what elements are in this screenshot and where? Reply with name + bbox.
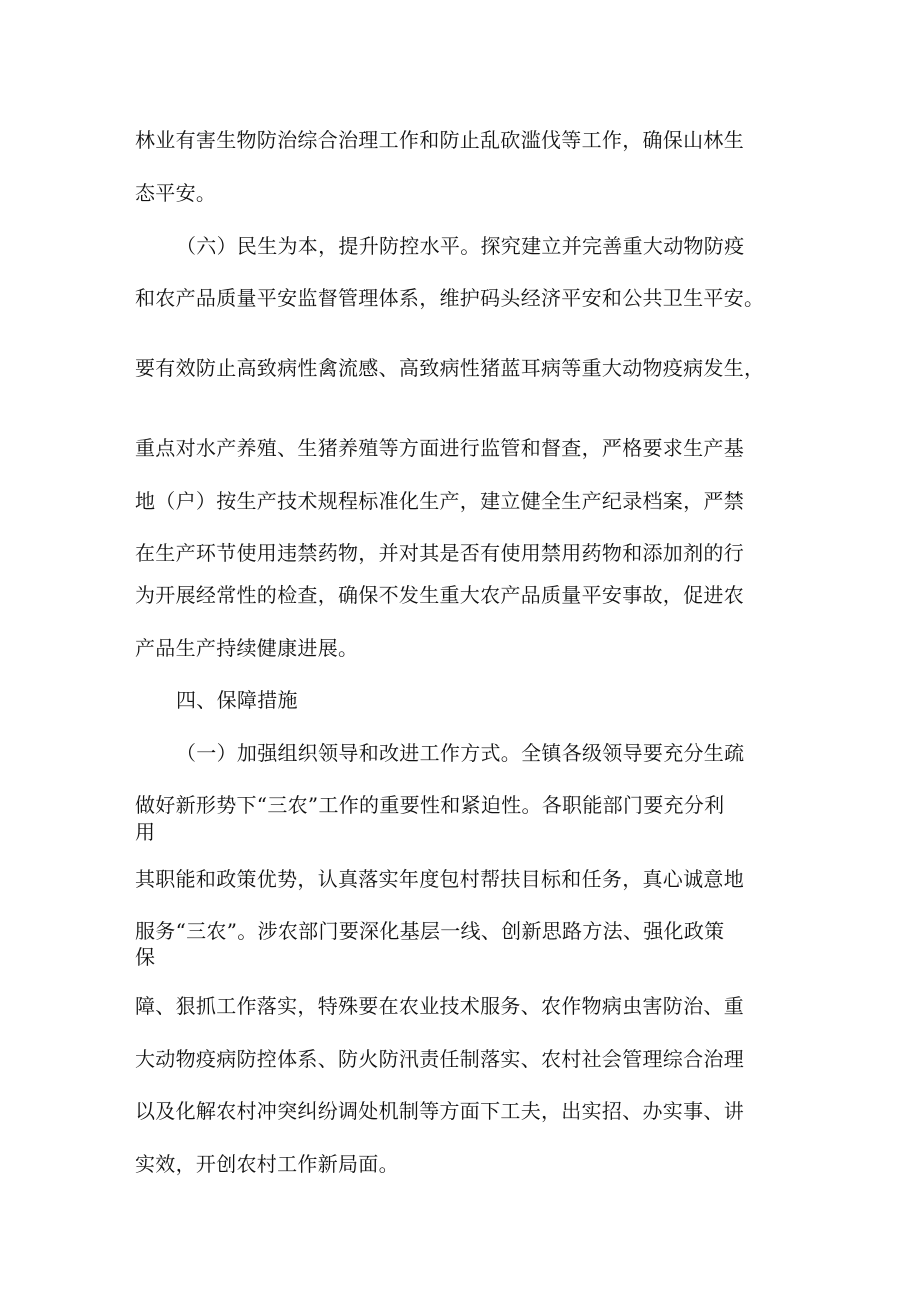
paragraph-line: 实效，开创农村工作新局面。 xyxy=(135,1152,399,1176)
paragraph-line: 保 xyxy=(135,945,156,969)
paragraph-line: 产品生产持续健康进展。 xyxy=(135,636,359,660)
paragraph-line: 态平安。 xyxy=(135,181,217,205)
section-heading: 四、保障措施 xyxy=(176,688,298,712)
paragraph-line: 服务“三农”。涉农部门要深化基层一线、创新思路方法、强化政策 xyxy=(135,919,725,943)
paragraph-line: 地（户）按生产技术规程标准化生产，建立健全生产纪录档案，严禁 xyxy=(135,489,744,513)
paragraph-line: 和农产品质量平安监督管理体系，维护码头经济平安和公共卫生平安。 xyxy=(135,286,765,310)
paragraph-line: 重点对水产养殖、生猪养殖等方面进行监管和督查，严格要求生产基 xyxy=(135,436,744,460)
paragraph-line: 为开展经常性的检查，确保不发生重大农产品质量平安事故，促进农 xyxy=(135,583,744,607)
paragraph-line: 大动物疫病防控体系、防火防汛责任制落实、农村社会管理综合治理 xyxy=(135,1047,744,1071)
paragraph-line: （六）民生为本，提升防控水平。探究建立并完善重大动物防疫 xyxy=(176,234,745,258)
paragraph-line: （一）加强组织领导和改进工作方式。全镇各级领导要充分生疏 xyxy=(176,741,745,765)
paragraph-line: 做好新形势下“三农”工作的重要性和紧迫性。各职能部门要充分利 xyxy=(135,793,725,817)
paragraph-line: 林业有害生物防治综合治理工作和防止乱砍滥伐等工作，确保山林生 xyxy=(135,128,744,152)
paragraph-line: 在生产环节使用违禁药物，并对其是否有使用禁用药物和添加剂的行 xyxy=(135,541,744,565)
paragraph-line: 以及化解农村冲突纠纷调处机制等方面下工夫，出实招、办实事、讲 xyxy=(135,1099,744,1123)
paragraph-line: 其职能和政策优势，认真落实年度包村帮扶目标和任务，真心诚意地 xyxy=(135,867,744,891)
paragraph-line: 用 xyxy=(135,820,156,844)
paragraph-line: 要有效防止高致病性禽流感、高致病性猪蓝耳病等重大动物疫病发生， xyxy=(135,356,765,380)
paragraph-line: 障、狠抓工作落实，特殊要在农业技术服务、农作物病虫害防治、重 xyxy=(135,994,744,1018)
